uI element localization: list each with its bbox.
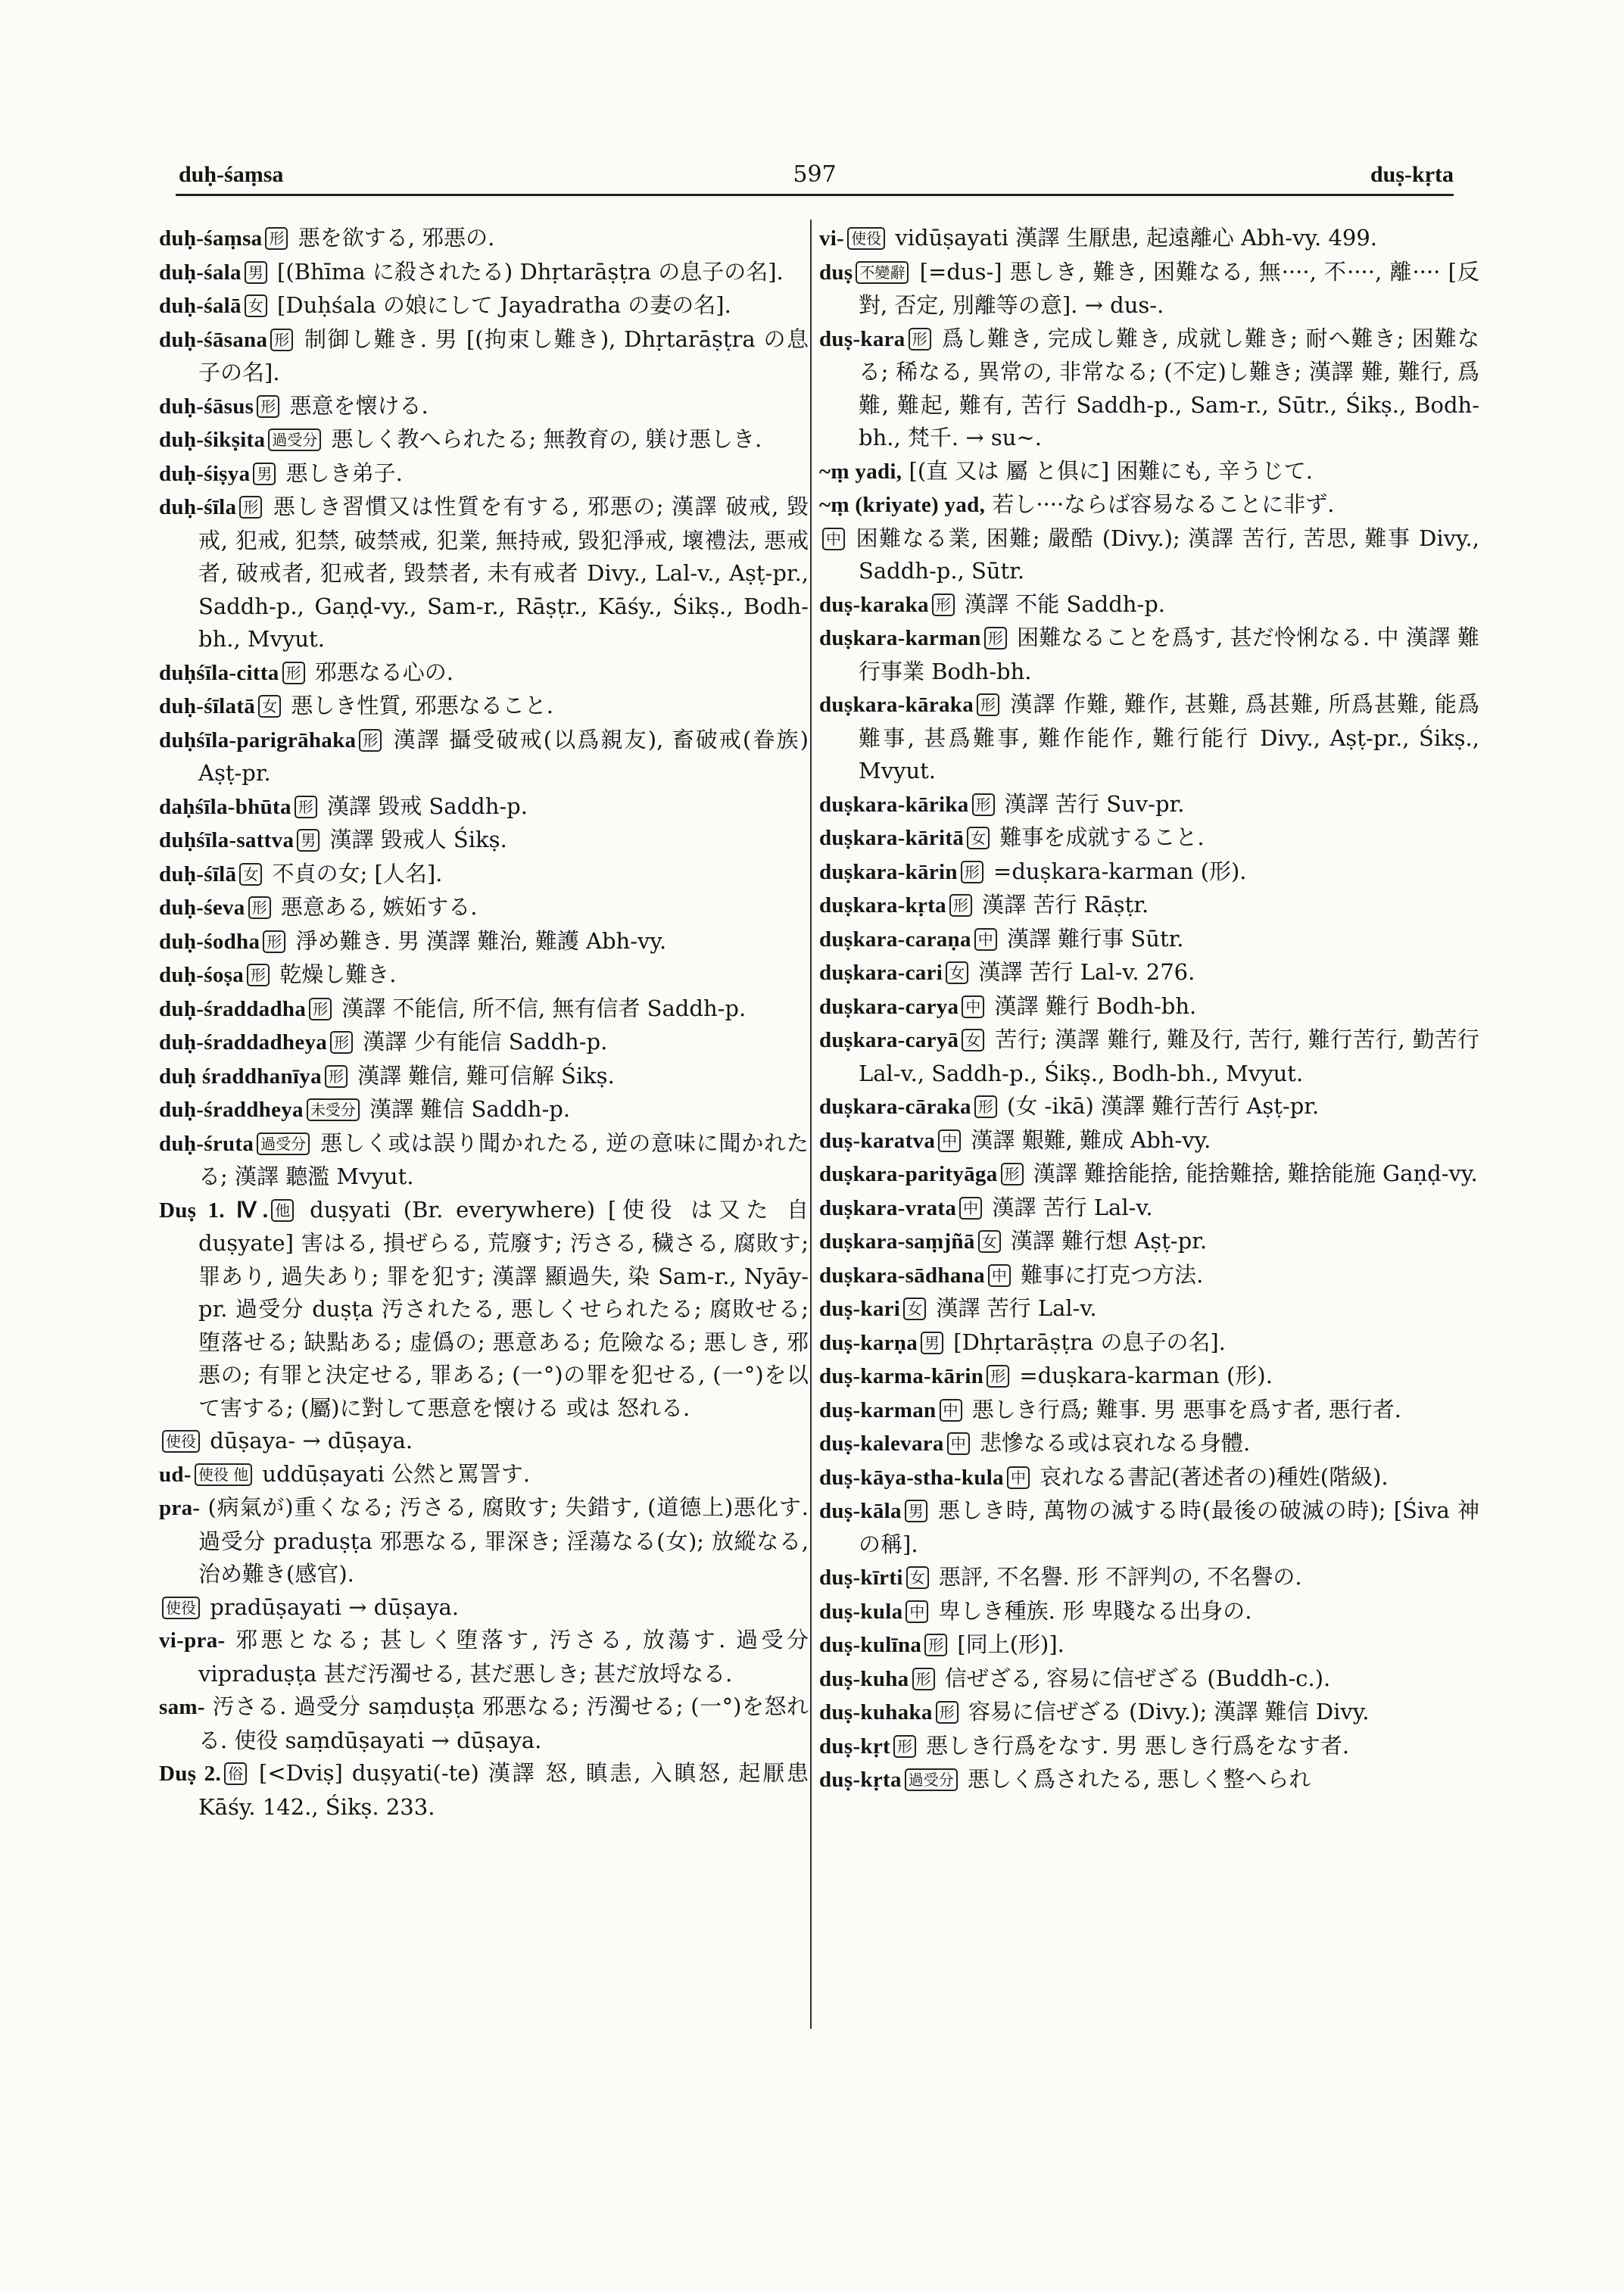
dictionary-entry xyxy=(819,322,1479,455)
dictionary-entry xyxy=(159,1194,809,1425)
dictionary-entry xyxy=(159,256,809,290)
grammar-tag: 女 xyxy=(946,961,968,984)
entry-definition: 制御し難き. 男 [(拘束し難き), Dhṛtarāṣṭra の息子の名]. xyxy=(198,326,809,385)
entry-headword: ud- xyxy=(159,1462,192,1487)
entry-definition: 漢譯 苦行 Lal-v. 276. xyxy=(971,959,1195,985)
entry-definition: [Dhṛtarāṣṭra の息子の名]. xyxy=(946,1329,1226,1355)
grammar-tag: 女 xyxy=(245,294,267,317)
grammar-tag: 形 xyxy=(309,998,332,1020)
grammar-tag: 形 xyxy=(247,964,270,986)
dictionary-entry xyxy=(819,1730,1479,1764)
entry-headword: duṣkara-caryā xyxy=(819,1028,959,1052)
dictionary-entry xyxy=(159,992,809,1027)
entry-definition: 不貞の女; [人名]. xyxy=(265,860,443,886)
entry-headword: duṣkara-kāritā xyxy=(819,826,965,850)
dictionary-entry xyxy=(159,1591,809,1625)
dictionary-entry xyxy=(159,289,809,323)
dictionary-entry xyxy=(159,323,809,390)
entry-headword: duḥ-śāsus xyxy=(159,394,254,419)
entry-definition: [<Dviṣ] duṣyati(-te) 漢譯 怒, 瞋恚, 入瞋怒, 起厭患 Kāśy. 142., Śikṣ. 233. xyxy=(198,1760,809,1820)
entry-definition: 悪しき行爲をなす. 男 悪しき行爲をなす者. xyxy=(918,1732,1350,1759)
grammar-tag: 形 xyxy=(949,894,972,917)
grammar-tag: 形 xyxy=(359,729,382,752)
entry-headword: duḥ-śikṣita xyxy=(159,428,266,452)
grammar-tag: 男 xyxy=(905,1500,927,1522)
entry-headword: duḥ-śīla xyxy=(159,495,237,519)
entry-headword: duṣ-kara xyxy=(819,326,906,351)
grammar-tag: 形 xyxy=(330,1031,353,1054)
entry-headword: duḥ-śaṃsa xyxy=(159,226,263,251)
dictionary-entry xyxy=(819,1427,1479,1461)
entry-definition: =duṣkara-karman (形). xyxy=(986,858,1247,884)
dictionary-entry xyxy=(819,1561,1479,1595)
entry-definition: 苦行; 漢譯 難行, 難及行, 苦行, 難行苦行, 勤苦行 Lal-v., Saddh-p., Śikṣ., Bodh-bh., Mvyut. xyxy=(859,1027,1479,1086)
dictionary-entry xyxy=(159,790,809,824)
entry-definition: vidūṣayati 漢譯 生厭患, 起遠離心 Abh-vy. 499. xyxy=(888,225,1378,251)
entry-definition: 漢譯 攝受破戒(以爲親友), 畜破戒(眷族) Aṣṭ-pr. xyxy=(198,726,809,786)
entry-definition: 悪を欲する, 邪悪の. xyxy=(291,225,495,251)
grammar-tag: 男 xyxy=(253,463,276,485)
grammar-tag: 形 xyxy=(961,861,983,883)
dictionary-entry xyxy=(819,1360,1479,1394)
entry-definition: 哀れなる書記(著述者の)種姓(階級). xyxy=(1032,1463,1389,1490)
entry-headword: ~ṃ yadi, xyxy=(819,459,902,484)
entry-headword: duḥ-śiṣya xyxy=(159,461,251,486)
dictionary-entry xyxy=(819,588,1479,622)
entry-definition: 漢譯 少有能信 Saddh-p. xyxy=(356,1029,608,1055)
entry-headword: ~ṃ (kriyate) yad, xyxy=(819,493,986,517)
entry-definition: 悪しき性質, 邪悪なること. xyxy=(284,693,553,718)
entry-headword: duṣ-kuhaka xyxy=(819,1700,933,1724)
dictionary-entry xyxy=(819,1326,1479,1360)
entry-definition: 漢譯 毀戒人 Śikṣ. xyxy=(323,827,507,852)
entry-definition: [=dus-] 悪しき, 難き, 困難なる, 無····, 不····, 離···· [反對, 否定, 別離等の意]. → dus-. xyxy=(859,258,1479,318)
dictionary-entry xyxy=(159,1624,809,1690)
entry-headword: duṣkara-kārika xyxy=(819,792,969,817)
page-number: 597 xyxy=(793,161,837,188)
grammar-tag: 中 xyxy=(974,928,997,951)
dictionary-entry xyxy=(159,390,809,424)
entry-headword: sam- xyxy=(159,1695,205,1719)
entry-definition: duṣyati (Br. everywhere) [使役 は又た 自 duṣyate] 害はる, 損ぜらる, 荒廢す; 汚さる, 穢さる, 腐敗す; 罪あり, 過失あり; 罪を犯す; 漢譯 顯過失, 染 Sam-r., Nyāy-pr. 過受分 duṣṭa 汚されたる, 悪しくせられたる; 腐敗せる; 堕落せる; 缺點ある; 虚僞の; 悪意ある; 危險なる; 悪しき, 邪悪の; 有罪と決定せる, 罪ある; (一°)の罪を犯せる, (一°)を以て害する; (屬)に對して悪意を懐ける 或は 怒れる. xyxy=(198,1196,809,1421)
grammar-tag: 男 xyxy=(921,1332,943,1354)
grammar-tag: 中 xyxy=(906,1600,928,1623)
dictionary-entry xyxy=(159,656,809,690)
entry-definition: 悪意ある, 嫉妬する. xyxy=(273,894,478,920)
entry-headword: duṣ-kalevara xyxy=(819,1432,944,1456)
entry-headword: duṣ xyxy=(819,260,853,285)
entry-headword: daḥśīla-bhūta xyxy=(159,794,291,819)
dictionary-entry xyxy=(159,724,809,790)
grammar-tag: 形 xyxy=(893,1735,916,1758)
grammar-tag: 俗 xyxy=(224,1762,247,1785)
grammar-tag: 形 xyxy=(1001,1163,1024,1185)
grammar-tag: 使役 他 xyxy=(195,1463,252,1486)
grammar-tag: 形 xyxy=(239,496,262,519)
grammar-tag: 女 xyxy=(239,863,262,886)
grammar-tag: 中 xyxy=(940,1399,962,1422)
dictionary-entry xyxy=(819,1394,1479,1428)
entry-definition: (女 -ikā) 漢譯 難行苦行 Aṣṭ-pr. xyxy=(999,1093,1320,1119)
entry-headword: duṣ-kāla xyxy=(819,1499,902,1523)
dictionary-entry xyxy=(819,222,1479,256)
entry-headword: duṣkara-cari xyxy=(819,961,943,985)
grammar-tag: 形 xyxy=(936,1701,959,1724)
entry-headword: duṣ-kāya-stha-kula xyxy=(819,1465,1004,1490)
entry-definition: 邪悪となる; 甚しく堕落す, 汚さる, 放蕩す. 過受分 vipraduṣṭa 甚だ汚濁せる, 甚だ悪しき; 甚だ放埒なる. xyxy=(198,1627,809,1687)
entry-headword: duḥ-śraddadheya xyxy=(159,1030,328,1055)
entry-headword: duḥ-śalā xyxy=(159,294,242,318)
entry-definition: (病氣が)重くなる; 汚さる, 腐敗す; 失錯す, (道德上)悪化す. 過受分 praduṣṭa 邪悪なる, 罪深き; 淫蕩なる(女); 放縱なる, 治め難き(感官). xyxy=(198,1494,809,1587)
entry-definition: 漢譯 不能 Saddh-p. xyxy=(957,590,1166,617)
entry-headword: vi-pra- xyxy=(159,1628,226,1653)
dictionary-entry xyxy=(819,1023,1479,1090)
grammar-tag: 過受分 xyxy=(268,428,321,451)
entry-headword: duṣkara-sādhana xyxy=(819,1263,985,1288)
dictionary-entry xyxy=(819,1192,1479,1226)
entry-definition: 悪しく或は誤り聞かれたる, 逆の意味に聞かれたる; 漢譯 聽濫 Mvyut. xyxy=(198,1129,809,1189)
running-head-right: duṣ-kṛta xyxy=(1370,162,1454,187)
entry-headword: duṣ-kṛta xyxy=(819,1768,902,1792)
entry-headword: duṣ-karma-kārin xyxy=(819,1364,984,1388)
entry-headword: duḥ-śāsana xyxy=(159,327,268,352)
dictionary-entry xyxy=(819,990,1479,1024)
grammar-tag: 過受分 xyxy=(257,1132,310,1155)
left-column xyxy=(159,222,809,1824)
dictionary-entry xyxy=(819,1292,1479,1326)
dictionary-entry xyxy=(159,1458,809,1492)
grammar-tag: 中 xyxy=(938,1129,961,1152)
grammar-tag: 中 xyxy=(822,528,845,550)
entry-definition: 悪しく教へられたる; 無教育の, 躾け悪しき. xyxy=(324,426,762,452)
dictionary-entry xyxy=(159,1093,809,1127)
grammar-tag: 形 xyxy=(282,662,305,684)
entry-headword: duṣkara-kāraka xyxy=(819,693,974,717)
entry-definition: 淨め難き. 男 漢譯 難治, 難護 Abh-vy. xyxy=(288,927,667,954)
entry-definition: 邪悪なる心の. xyxy=(307,659,454,685)
entry-definition: pradūṣayati → dūṣaya. xyxy=(203,1594,459,1620)
grammar-tag: 使役 xyxy=(162,1430,200,1453)
entry-definition: 汚さる. 過受分 saṃduṣṭa 邪悪なる; 汚濁せる; (一°)を怒れる. 使役 saṃdūṣayati → dūṣaya. xyxy=(198,1693,809,1753)
entry-definition: 漢譯 難信 Saddh-p. xyxy=(362,1096,571,1122)
entry-headword: duṣkara-caraṇa xyxy=(819,927,971,952)
entry-headword: Duṣ 2. xyxy=(159,1762,221,1786)
entry-headword: duḥ-śīlā xyxy=(159,861,237,886)
dictionary-entry xyxy=(819,1090,1479,1124)
grammar-tag: 形 xyxy=(270,329,293,351)
entry-definition: uddūṣayati 公然と罵詈す. xyxy=(255,1460,531,1487)
entry-definition: 乾燥し難き. xyxy=(273,961,397,987)
entry-definition: 漢譯 苦行 Lal-v. xyxy=(929,1295,1097,1321)
entry-definition: 悪しく爲されたる, 悪しく整へられ xyxy=(960,1766,1311,1792)
entry-definition: 卑しき種族. 形 卑賤なる出身の. xyxy=(931,1597,1252,1624)
entry-definition: 悪評, 不名譽. 形 不評判の, 不名譽の. xyxy=(931,1564,1302,1590)
entry-headword: duṣkara-vrata xyxy=(819,1195,957,1220)
dictionary-entry xyxy=(819,788,1479,822)
entry-headword: duḥ-śraddadha xyxy=(159,996,307,1021)
dictionary-entry xyxy=(159,1127,809,1194)
grammar-tag: 女 xyxy=(967,827,990,849)
entry-headword: duḥśīla-sattva xyxy=(159,828,295,852)
entry-headword: duṣ-kīrti xyxy=(819,1566,903,1590)
dictionary-entry xyxy=(819,488,1479,522)
entry-definition: 漢譯 難行 Bodh-bh. xyxy=(987,992,1197,1019)
entry-definition: 漢譯 毀戒 Saddh-p. xyxy=(320,793,528,819)
grammar-tag: 女 xyxy=(903,1298,926,1320)
dictionary-entry xyxy=(819,1763,1479,1797)
entry-definition: 漢譯 難信, 難可信解 Śikṣ. xyxy=(350,1062,615,1089)
entry-headword: vi- xyxy=(819,226,845,251)
grammar-tag: 形 xyxy=(987,1365,1009,1388)
entry-headword: duḥ-śodha xyxy=(159,929,260,954)
dictionary-entry xyxy=(819,1259,1479,1293)
entry-definition: 若し····ならば容易なることに非ず. xyxy=(985,491,1335,517)
grammar-tag: 形 xyxy=(912,1668,935,1690)
grammar-tag: 形 xyxy=(265,227,288,250)
dictionary-entry xyxy=(819,256,1479,322)
entry-headword: duḥśīla-parigrāhaka xyxy=(159,727,357,752)
entry-definition: 難事を成就すること. xyxy=(993,824,1205,850)
entry-definition: dūṣaya- → dūṣaya. xyxy=(203,1428,413,1453)
dictionary-entry xyxy=(159,457,809,491)
entry-headword: duṣ-karaka xyxy=(819,592,929,617)
grammar-tag: 中 xyxy=(959,1197,982,1220)
entry-headword: duḥ-śraddheya xyxy=(159,1098,304,1122)
entry-definition: 容易に信ぜざる (Divy.); 漢譯 難信 Divy. xyxy=(961,1699,1370,1724)
dictionary-entry xyxy=(159,1757,809,1824)
grammar-tag: 形 xyxy=(984,627,1007,650)
dictionary-entry xyxy=(159,491,809,656)
dictionary-entry xyxy=(159,423,809,457)
grammar-tag: 女 xyxy=(978,1230,1001,1253)
entry-definition: 爲し難き, 完成し難き, 成就し難き; 耐へ難き; 困難なる; 稀なる, 異常の, 非常なる; (不定)し難き; 漢譯 難, 難行, 爲難, 難起, 難有, 苦行 Saddh-p., Sam-r., Sūtr., Śikṣ., Bodh-bh., 梵千. → su~. xyxy=(859,325,1479,450)
grammar-tag: 形 xyxy=(295,796,317,818)
dictionary-entry xyxy=(819,1628,1479,1662)
grammar-tag: 形 xyxy=(248,896,271,919)
entry-definition: [Duḥśala の娘にして Jayadratha の妻の名]. xyxy=(270,292,731,318)
dictionary-entry xyxy=(819,923,1479,957)
grammar-tag: 未受分 xyxy=(307,1098,360,1121)
entry-headword: duḥ-śīlatā xyxy=(159,694,256,718)
entry-definition: 悪しき弟子. xyxy=(279,460,403,486)
dictionary-entry xyxy=(819,1157,1479,1192)
dictionary-entry xyxy=(159,1026,809,1060)
running-head-left: duḥ-śaṃsa xyxy=(179,162,284,187)
dictionary-entry xyxy=(159,690,809,724)
grammar-tag: 中 xyxy=(962,995,984,1018)
entry-headword: duṣ-kula xyxy=(819,1599,903,1624)
grammar-tag: 不變辭 xyxy=(856,261,909,284)
entry-definition: 悪意を懐ける. xyxy=(282,392,429,419)
entry-headword: duṣkara-carya xyxy=(819,994,959,1019)
dictionary-entry xyxy=(819,455,1479,489)
dictionary-entry xyxy=(159,1425,809,1458)
column-divider xyxy=(810,220,812,2029)
entry-definition: 困難なる業, 困難; 嚴酷 (Divy.); 漢譯 苦行, 苦思, 難事 Divy., Saddh-p., Sūtr. xyxy=(848,525,1479,584)
entry-headword: duṣ-kari xyxy=(819,1297,901,1321)
grammar-tag: 女 xyxy=(906,1566,929,1589)
grammar-tag: 形 xyxy=(263,930,285,953)
dictionary-entry xyxy=(159,1060,809,1094)
dictionary-entry xyxy=(159,222,809,256)
entry-definition: 漢譯 苦行 Lal-v. xyxy=(985,1194,1153,1220)
entry-definition: 漢譯 苦行 Suv-pr. xyxy=(997,790,1185,817)
entry-headword: duṣ-kuha xyxy=(819,1666,909,1691)
entry-definition: 難事に打克つ方法. xyxy=(1013,1261,1204,1288)
grammar-tag: 形 xyxy=(977,693,999,716)
grammar-tag: 使役 xyxy=(162,1597,200,1619)
entry-definition: 漢譯 苦行 Rāṣṭr. xyxy=(974,892,1149,918)
entry-headword: duṣkara-kārin xyxy=(819,859,958,884)
dictionary-entry xyxy=(819,1595,1479,1629)
dictionary-entry xyxy=(819,1225,1479,1259)
entry-headword: duḥ-śoṣa xyxy=(159,963,245,987)
grammar-tag: 中 xyxy=(988,1264,1011,1287)
dictionary-entry xyxy=(819,889,1479,923)
entry-definition: 漢譯 不能信, 所不信, 無有信者 Saddh-p. xyxy=(335,995,747,1021)
dictionary-entry xyxy=(159,958,809,992)
right-column xyxy=(819,222,1479,1797)
entry-definition: 信ぜざる, 容易に信ぜざる (Buddh-c.). xyxy=(937,1665,1331,1691)
entry-definition: [(直 又は 屬 と俱に] 困難にも, 辛うじて. xyxy=(902,457,1314,484)
entry-definition: 漢譯 難捨能捨, 能捨難捨, 難捨能施 Gaṇḍ-vy. xyxy=(1026,1161,1478,1186)
grammar-tag: 形 xyxy=(325,1065,348,1088)
entry-definition: 悪しき時, 萬物の滅する時(最後の破滅の時); [Śiva 神の稱]. xyxy=(859,1497,1479,1557)
entry-definition: [同上(形)]. xyxy=(950,1631,1064,1657)
grammar-tag: 形 xyxy=(257,395,279,418)
dictionary-entry xyxy=(819,1124,1479,1158)
entry-definition: 悪しき行爲; 難事. 男 悪事を爲す者, 悪行者. xyxy=(965,1396,1402,1422)
entry-headword: duḥ śraddhanīya xyxy=(159,1064,322,1089)
grammar-tag: 男 xyxy=(297,829,320,852)
dictionary-entry xyxy=(819,1494,1479,1561)
entry-headword: duṣ-karman xyxy=(819,1397,937,1422)
entry-headword: duṣ-karatva xyxy=(819,1128,936,1153)
entry-headword: duḥ-śala xyxy=(159,260,242,285)
entry-headword: duḥ-śeva xyxy=(159,896,245,920)
entry-definition: 漢譯 作難, 難作, 甚難, 爲甚難, 所爲甚難, 能爲難事, 甚爲難事, 難作能作, 難行能行 Divy., Aṣṭ-pr., Śikṣ., Mvyut. xyxy=(859,691,1479,784)
dictionary-entry xyxy=(819,622,1479,688)
grammar-tag: 形 xyxy=(972,793,995,816)
entry-definition: 漢譯 難行事 Sūtr. xyxy=(999,925,1184,952)
dictionary-entry xyxy=(819,1662,1479,1696)
entry-definition: 漢譯 艱難, 難成 Abh-vy. xyxy=(964,1126,1211,1153)
entry-definition: =duṣkara-karman (形). xyxy=(1012,1363,1273,1388)
dictionary-entry xyxy=(159,925,809,959)
grammar-tag: 女 xyxy=(258,695,281,718)
entry-headword: pra- xyxy=(159,1496,201,1520)
grammar-tag: 中 xyxy=(1007,1466,1030,1489)
entry-headword: duṣ-kṛt xyxy=(819,1734,890,1759)
dictionary-entry xyxy=(819,956,1479,990)
dictionary-entry xyxy=(819,1696,1479,1730)
entry-definition: 困難なることを爲す, 甚だ怜悧なる. 中 漢譯 難行事業 Bodh-bh. xyxy=(859,625,1479,684)
entry-headword: duṣkara-cāraka xyxy=(819,1095,971,1119)
entry-headword: duḥ-śruta xyxy=(159,1131,254,1156)
entry-headword: duṣ-kulīna xyxy=(819,1633,922,1657)
dictionary-entry xyxy=(159,891,809,925)
entry-headword: duṣ-karṇa xyxy=(819,1330,918,1355)
entry-headword: duṣkara-parityāga xyxy=(819,1162,998,1186)
entry-definition: 悪しき習慣又は性質を有する, 邪悪の; 漢譯 破戒, 毀戒, 犯戒, 犯禁, 破禁戒, 犯業, 無持戒, 毀犯淨戒, 壞禮法, 悪戒者, 破戒者, 犯戒者, 毀禁者, 未有戒者 Divy., Lal-v., Aṣṭ-pr., Saddh-p., Gaṇḍ-vy., Sam-r., Rāṣṭr., Kāśy., Śikṣ., Bodh-bh., Mvyut. xyxy=(198,494,809,652)
dictionary-entry xyxy=(819,688,1479,788)
dictionary-entry xyxy=(159,824,809,858)
grammar-tag: 形 xyxy=(924,1634,947,1656)
grammar-tag: 形 xyxy=(974,1095,997,1118)
entry-definition: 悲慘なる或は哀れなる身體. xyxy=(972,1430,1251,1456)
grammar-tag: 過受分 xyxy=(905,1768,958,1791)
entry-headword: duṣkara-saṃjñā xyxy=(819,1229,975,1254)
grammar-tag: 使役 xyxy=(847,227,885,250)
entry-headword: duḥśīla-citta xyxy=(159,660,279,685)
entry-headword: duṣkara-karman xyxy=(819,626,981,650)
grammar-tag: 女 xyxy=(962,1029,984,1051)
dictionary-entry xyxy=(819,855,1479,889)
grammar-tag: 形 xyxy=(909,328,931,350)
entry-definition: 漢譯 難行想 Aṣṭ-pr. xyxy=(1003,1228,1208,1254)
entry-headword: Duṣ 1. Ⅳ. xyxy=(159,1198,269,1223)
entry-headword: duṣkara-kṛta xyxy=(819,893,946,918)
dictionary-entry xyxy=(819,1461,1479,1495)
dictionary-entry xyxy=(159,858,809,892)
grammar-tag: 他 xyxy=(271,1199,294,1222)
dictionary-entry xyxy=(159,1690,809,1757)
grammar-tag: 形 xyxy=(932,594,955,616)
grammar-tag: 中 xyxy=(947,1432,970,1455)
grammar-tag: 男 xyxy=(245,261,267,284)
entry-definition: [(Bhīma に殺されたる) Dhṛtarāṣṭra の息子の名]. xyxy=(270,258,784,285)
dictionary-entry xyxy=(819,522,1479,588)
dictionary-entry xyxy=(819,821,1479,855)
dictionary-entry xyxy=(159,1491,809,1591)
running-head xyxy=(176,148,1454,196)
